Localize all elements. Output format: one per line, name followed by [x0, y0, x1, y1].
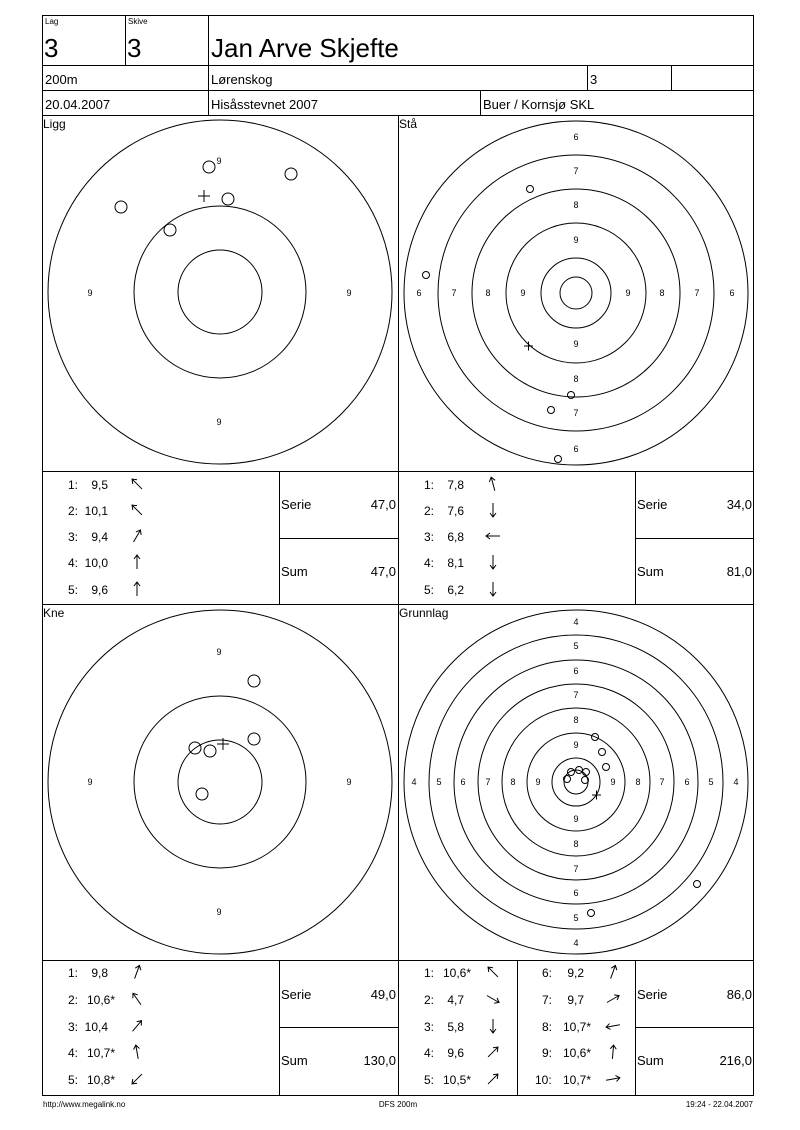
ring-number: 9 [520, 288, 526, 298]
shot-hole [694, 881, 701, 888]
shot-direction-arrow-icon [486, 1045, 500, 1059]
ring-number: 4 [733, 777, 739, 787]
ring [478, 684, 674, 880]
ring-number: 7 [659, 777, 665, 787]
shot-list-kne [68, 964, 144, 1087]
shot-number: 2: [424, 993, 435, 1007]
target-ligg [48, 120, 392, 464]
ring-number: 7 [573, 690, 579, 700]
shot-number: 2: [68, 993, 79, 1007]
shot-value: 4,7 [447, 993, 464, 1007]
ring-number: 6 [573, 444, 579, 454]
ring [472, 189, 680, 397]
sum-label: Sum [281, 564, 308, 579]
shot-value: 10,6* [442, 966, 471, 980]
shot-hole [285, 168, 297, 180]
ring-number: 4 [573, 938, 579, 948]
ring-number: 8 [659, 288, 665, 298]
ring-number: 8 [573, 839, 579, 849]
shot-number: 6: [542, 966, 553, 980]
shot-number: 5: [68, 583, 79, 597]
shot-number: 1: [68, 478, 79, 492]
serie-value: 34,0 [726, 497, 752, 512]
shot-direction-arrow-icon [490, 503, 496, 517]
shot-number: 4: [68, 556, 79, 570]
serie-label: Serie [637, 497, 668, 512]
ring-number: 9 [216, 647, 222, 657]
shot-hole [548, 407, 555, 414]
shot-direction-arrow-icon [606, 1022, 621, 1030]
shot-value: 7,6 [447, 504, 464, 518]
shot-hole [203, 161, 215, 173]
shot-direction-arrow-icon [490, 555, 496, 569]
shot-hole [248, 675, 260, 687]
target-kne-shots [189, 675, 260, 800]
ring-number: 6 [573, 132, 579, 142]
shot-value: 8,1 [447, 556, 464, 570]
target-sta-labels [416, 132, 734, 454]
ring-number: 7 [451, 288, 457, 298]
shot-number: 8: [542, 1020, 553, 1034]
ring-number: 9 [216, 907, 222, 917]
shot-number: 4: [424, 1046, 435, 1060]
target-grunnlag-labels [411, 617, 738, 948]
ring-number: 9 [87, 777, 93, 787]
section-title-kne: Kne [43, 606, 65, 620]
shot-direction-arrow-icon [133, 1045, 141, 1060]
shot-number: 3: [424, 530, 435, 544]
shot-value: 9,4 [91, 530, 108, 544]
section-title-sta: Stå [399, 117, 418, 131]
sum-label: Sum [281, 1053, 308, 1068]
ring-number: 6 [460, 777, 466, 787]
shot-direction-arrow-icon [130, 1072, 144, 1086]
distance: 200m [45, 72, 78, 87]
ring-number: 7 [694, 288, 700, 298]
club: Lørenskog [211, 72, 273, 87]
ring-number: 6 [573, 888, 579, 898]
ring-number: 8 [510, 777, 516, 787]
shot-direction-arrow-icon [606, 1075, 621, 1083]
footer-program: DFS 200m [378, 1100, 418, 1109]
lag-label: Lag [45, 17, 59, 26]
sum-label: Sum [637, 564, 664, 579]
shot-direction-arrow-icon [131, 528, 143, 543]
target-ligg-labels [87, 156, 351, 427]
ring-number: 5 [708, 777, 714, 787]
shot-hole [568, 392, 575, 399]
serie-label: Serie [281, 497, 312, 512]
shot-hole [222, 193, 234, 205]
ring-number: 6 [729, 288, 735, 298]
shot-hole [115, 201, 127, 213]
ring-number: 9 [573, 339, 579, 349]
target-ligg-shots [115, 161, 297, 236]
shot-number: 3: [68, 530, 79, 544]
shot-hole [248, 733, 260, 745]
shot-direction-arrow-icon [131, 992, 144, 1007]
date: 20.04.2007 [45, 97, 111, 112]
shot-number: 2: [424, 504, 435, 518]
ring-number: 9 [87, 288, 93, 298]
shot-direction-arrow-icon [486, 533, 500, 539]
shot-number: 4: [424, 556, 435, 570]
shooter-name: Jan Arve Skjefte [211, 33, 399, 63]
ring-number: 8 [573, 374, 579, 384]
shot-hole [164, 224, 176, 236]
shot-list-grunnlag-right [535, 964, 621, 1087]
sum-value: 216,0 [719, 1053, 752, 1068]
shot-direction-arrow-icon [130, 477, 144, 491]
serie-value: 86,0 [726, 987, 752, 1002]
ring-number: 4 [573, 617, 579, 627]
shot-number: 5: [424, 583, 435, 597]
ring-number: 9 [216, 417, 222, 427]
shot-number: 2: [68, 504, 79, 518]
shot-hole [555, 456, 562, 463]
ring [438, 155, 714, 431]
ring [560, 277, 592, 309]
shot-number: 4: [68, 1046, 79, 1060]
ring-number: 9 [573, 235, 579, 245]
shot-list-ligg [68, 477, 144, 597]
ring-number: 8 [635, 777, 641, 787]
ring [552, 758, 600, 806]
shot-direction-arrow-icon [486, 965, 500, 979]
shot-value: 9,6 [91, 583, 108, 597]
ring-number: 8 [573, 715, 579, 725]
shot-direction-arrow-icon [130, 1019, 144, 1034]
shot-direction-arrow-icon [490, 582, 496, 596]
ring-number: 9 [573, 740, 579, 750]
sum-value: 81,0 [726, 564, 752, 579]
shot-value: 10,7* [86, 1046, 115, 1060]
target-kne-labels [87, 647, 351, 917]
shot-value: 9,5 [91, 478, 108, 492]
shot-number: 1: [424, 966, 435, 980]
shot-value: 10,5* [442, 1073, 471, 1087]
footer-timestamp: 19:24 - 22.04.2007 [685, 1100, 753, 1109]
serie-label: Serie [637, 987, 668, 1002]
shot-number: 1: [424, 478, 435, 492]
shot-number: 7: [542, 993, 553, 1007]
grid-lines [42, 15, 754, 1096]
shot-value: 10,0 [84, 556, 108, 570]
serie-value: 49,0 [370, 987, 396, 1002]
ring-number: 9 [216, 156, 222, 166]
shot-value: 9,7 [567, 993, 584, 1007]
ring-number: 9 [346, 777, 352, 787]
shot-value: 10,7* [562, 1020, 591, 1034]
ring-number: 4 [411, 777, 417, 787]
section-title-grunnlag: Grunnlag [399, 606, 449, 620]
shot-direction-arrow-icon [134, 582, 140, 596]
ring-number: 9 [610, 777, 616, 787]
ring-number: 8 [573, 200, 579, 210]
skive-label: Skive [128, 17, 148, 26]
shot-direction-arrow-icon [134, 555, 140, 569]
serie-label: Serie [281, 987, 312, 1002]
section-title-ligg: Ligg [43, 117, 66, 131]
shot-direction-arrow-icon [485, 993, 500, 1005]
shot-number: 3: [68, 1020, 79, 1034]
shot-center-marker [524, 342, 533, 351]
shot-value: 7,8 [447, 478, 464, 492]
ring-number: 9 [625, 288, 631, 298]
shot-direction-arrow-icon [488, 476, 497, 491]
shot-value: 10,6* [562, 1046, 591, 1060]
event-name: Hisåsstevnet 2007 [211, 97, 318, 112]
ring-number: 5 [573, 913, 579, 923]
shot-direction-arrow-icon [605, 993, 620, 1005]
ring-number: 7 [573, 864, 579, 874]
ring-number: 7 [485, 777, 491, 787]
shot-hole [599, 749, 606, 756]
shot-number: 10: [535, 1073, 552, 1087]
ring-number: 6 [416, 288, 422, 298]
shot-number: 5: [424, 1073, 435, 1087]
class: 3 [590, 72, 598, 87]
shot-value: 10,1 [84, 504, 108, 518]
shot-value: 6,2 [447, 583, 464, 597]
skive-value: 3 [127, 33, 142, 63]
shot-value: 6,8 [447, 530, 464, 544]
ring-number: 9 [346, 288, 352, 298]
shot-hole [588, 910, 595, 917]
shot-number: 1: [68, 966, 79, 980]
shot-direction-arrow-icon [490, 1019, 496, 1033]
shot-list-sta [424, 476, 500, 597]
shot-hole [603, 764, 610, 771]
shot-direction-arrow-icon [132, 964, 142, 979]
ring [404, 610, 748, 954]
target-grunnlag [404, 610, 748, 954]
shot-value: 9,6 [447, 1046, 464, 1060]
sum-label: Sum [637, 1053, 664, 1068]
shot-center-marker [198, 190, 210, 202]
shot-direction-arrow-icon [609, 1045, 616, 1059]
ring [48, 610, 392, 954]
shot-hole [583, 769, 590, 776]
shot-hole [527, 186, 534, 193]
shot-value: 10,7* [562, 1073, 591, 1087]
shot-value: 10,6* [86, 993, 115, 1007]
ring [429, 635, 723, 929]
lag-value: 3 [44, 33, 59, 63]
ring-number: 8 [485, 288, 491, 298]
shot-hole [204, 745, 216, 757]
shot-number: 5: [68, 1073, 79, 1087]
location: Buer / Kornsjø SKL [483, 97, 595, 112]
shot-number: 3: [424, 1020, 435, 1034]
ring-number: 5 [573, 641, 579, 651]
ring-number: 6 [684, 777, 690, 787]
sum-value: 47,0 [370, 564, 396, 579]
shot-value: 10,8* [86, 1073, 115, 1087]
shot-hole [423, 272, 430, 279]
sum-value: 130,0 [363, 1053, 396, 1068]
ring-number: 6 [573, 666, 579, 676]
shot-direction-arrow-icon [130, 503, 144, 517]
ring-number: 5 [436, 777, 442, 787]
ring [134, 696, 306, 868]
ring-number: 9 [535, 777, 541, 787]
ring [541, 258, 611, 328]
shot-value: 5,8 [447, 1020, 464, 1034]
shot-direction-arrow-icon [486, 1072, 500, 1086]
shot-value: 10,4 [84, 1020, 108, 1034]
ring [178, 250, 262, 334]
ring-number: 7 [573, 166, 579, 176]
ring-number: 9 [573, 814, 579, 824]
serie-value: 47,0 [370, 497, 396, 512]
shot-hole [196, 788, 208, 800]
footer-url[interactable]: http://www.megalink.no [43, 1100, 126, 1109]
target-kne [48, 610, 392, 954]
shot-list-grunnlag-left [424, 965, 501, 1087]
ring [48, 120, 392, 464]
shot-number: 9: [542, 1046, 553, 1060]
shot-value: 9,8 [91, 966, 108, 980]
shot-value: 9,2 [567, 966, 584, 980]
ring [134, 206, 306, 378]
target-grunnlag-shots [564, 734, 701, 917]
ring [502, 708, 650, 856]
shot-direction-arrow-icon [608, 964, 618, 979]
ring-number: 7 [573, 408, 579, 418]
